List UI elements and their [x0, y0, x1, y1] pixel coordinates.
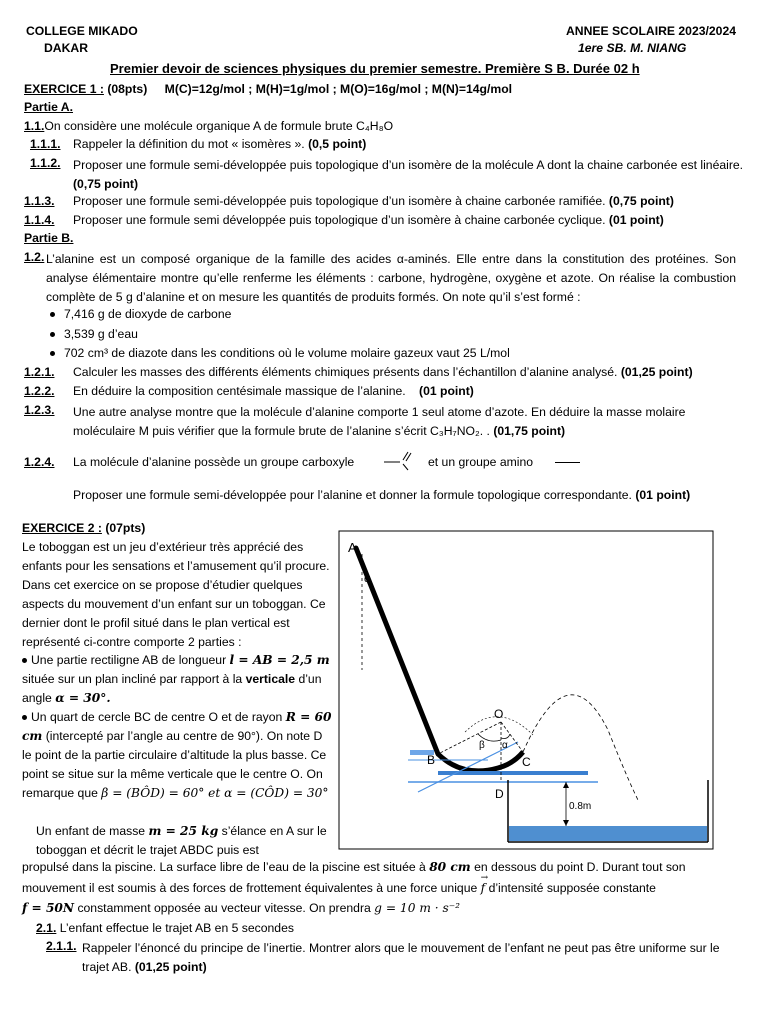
q1-2-2	[73, 384, 474, 399]
dimension-arrow-bottom-icon	[563, 820, 569, 826]
q1-2-4-text3: Proposer une formule semi-développée pour l’alanine et donner la formule topologique correspondante.	[73, 488, 632, 502]
q1-2-3-num: 1.2.3.	[24, 403, 55, 417]
label-alpha-O: α	[502, 740, 508, 751]
q1-2-1-num: 1.2.1.	[24, 365, 55, 379]
ex2-b1-math: l = AB = 2,5 m	[229, 653, 330, 667]
q2-1-text: L’enfant effectue le trajet AB en 5 secondes	[59, 921, 294, 935]
ex2-p2-b: en dessous du point D. Durant tout son	[474, 860, 686, 874]
q1-1-2-pts: (0,75 point)	[73, 177, 139, 191]
ex2-b1-b: située sur un plan incliné par rapport à la	[22, 672, 243, 686]
ex2-label: EXERCICE 2 :	[22, 521, 102, 535]
q1-2-3	[73, 403, 741, 441]
partA-heading: Partie A.	[24, 100, 73, 114]
ex2-p1-a: Un enfant de masse	[36, 824, 146, 838]
blue-bar-2	[438, 771, 588, 775]
q1-2-text: L’alanine est un composé organique de la famille des acides α-aminés. Elle entre dans la constitution des protéines. Son analyse élémentaire montre qu’elle renferme les éléments : carbone, hydrogène, oxygène et azote. On réalise la combustion complète de 5 g d’alanine et on mesure les quantités de produits formés. On note qu’il s’est formé :	[46, 252, 736, 304]
dimension-arrow-top-icon	[563, 782, 569, 788]
ex2-p4-g: g = 10 m · s⁻²	[374, 901, 461, 915]
school-name: COLLEGE MIKADO	[26, 24, 138, 38]
carboxyl-group-drawing	[382, 450, 422, 472]
q1-2-num: 1.2.	[24, 250, 45, 264]
bullet-3	[50, 346, 510, 361]
q1-1-4-text: Proposer une formule semi développée puis topologique d’un isomère à chaine carbonée cyclique.	[73, 213, 606, 227]
ex2-bullet-2	[22, 708, 332, 803]
q1-2-1-pts: (01,25 point)	[620, 365, 693, 379]
q1-1-3-text: Proposer une formule semi-développée puis topologique d’un isomère à chaine carbonée ramifiée.	[73, 194, 606, 208]
ex2-b1-angle: α = 30°.	[55, 691, 111, 705]
radius-ob	[438, 722, 501, 754]
q1-2-1-text: Calculer les masses des différents éléments chimiques présents dans l’échantillon d’alanine analysé.	[73, 365, 618, 379]
ex2-p4-math: f = 50N	[22, 901, 75, 915]
ex2-p1-b: s’élance en A sur le toboggan et décrit le trajet ABDC puis est	[36, 824, 327, 857]
partB-heading: Partie B.	[24, 231, 74, 245]
pool-water	[509, 826, 707, 841]
label-D: D	[495, 787, 504, 801]
q1-2-4-num: 1.2.4.	[24, 455, 55, 469]
ex2-p3-f: f	[480, 881, 486, 895]
q1-2-4-b	[73, 488, 690, 503]
q2-1-1-text: Rappeler l’énoncé du principe de l’inertie. Montrer alors que le mouvement de l’enfant ne peut pas être uniforme sur le trajet AB.	[82, 941, 720, 974]
ex1-masses: M(C)=12g/mol ; M(H)=1g/mol ; M(O)=16g/mol ; M(N)=14g/mol	[164, 82, 513, 96]
vector-arrow-icon: →	[480, 873, 489, 883]
label-beta: β	[479, 740, 485, 751]
q1-1-2-num: 1.1.2.	[30, 156, 61, 170]
ex2-para-3	[22, 873, 656, 896]
q1-1-4-num: 1.1.4.	[24, 213, 55, 227]
bullet-2	[50, 327, 138, 342]
q1-2-2-pts: (01 point)	[419, 384, 474, 398]
bullet-1	[50, 307, 231, 322]
q1-2-2-num: 1.2.2.	[24, 384, 55, 398]
q1-1-num: 1.1.	[24, 119, 45, 133]
label-height: 0.8m	[569, 801, 592, 812]
q1-2-4-pts: (01 point)	[635, 488, 691, 502]
ex2-b2-angles: β = (BÔD) = 60° et α = (CÔD) = 30°	[101, 786, 329, 800]
q2-1-1-num: 2.1.1.	[46, 939, 77, 953]
ex1-label: EXERCICE 1 :	[24, 82, 104, 96]
slide-bdc	[438, 752, 523, 771]
q1-1-1-text: Rappeler la définition du mot « isomères ».	[73, 137, 305, 151]
ex2-p1-math: m = 25 kg	[148, 824, 219, 838]
label-C: C	[522, 755, 531, 769]
q1-1-1	[73, 137, 366, 152]
q1-1-3	[73, 194, 674, 209]
label-A: A	[348, 540, 357, 555]
ex2-b1-d: d’un angle	[22, 672, 322, 705]
ex1-heading	[24, 82, 512, 97]
label-O: O	[494, 707, 504, 721]
ex2-para-1	[36, 822, 332, 860]
bullet-2-text: 3,539 g d’eau	[64, 327, 138, 341]
ex2-b2-b: (intercepté par l’angle au centre de 90°). On note D le point de la partie circulaire d’altitude la plus basse. Ce point se situe sur la même verticale que le centre O. On remarque que	[22, 729, 327, 800]
q1-1-1-num: 1.1.1.	[30, 137, 61, 151]
ex2-p2-text: propulsé dans la piscine. La surface libre de l’eau de la piscine est située à	[22, 860, 426, 874]
trajectory-dashed	[523, 695, 638, 800]
q1-1-3-pts: (0,75 point)	[608, 194, 674, 208]
q1-1	[24, 119, 393, 134]
q1-1-4-pts: (01 point)	[608, 213, 664, 227]
alpha-arc	[501, 734, 510, 739]
ex2-intro: Le toboggan est un jeu d’extérieur très apprécié des enfants pour les sensations et l’amusement qu’il procure. Dans cet exercice on se propose d’étudier quelques aspects du mouvement d’un enfant sur un toboggan. Ce dernier dont le profil situé dans le plan vertical est représenté ci-contre comporte 2 parties :	[22, 540, 330, 649]
q1-2-2-text: En déduire la composition centésimale massique de l’alanine.	[73, 384, 406, 398]
q2-1-num: 2.1.	[36, 921, 57, 935]
q1-2-3-pts: (01,75 point)	[493, 424, 566, 438]
bullet-3-text: 702 cm³ de diazote dans les conditions où le volume molaire gazeux vaut 25 L/mol	[64, 346, 510, 360]
label-alpha-A: α	[364, 573, 371, 585]
ex2-b1-a: Une partie rectiligne AB de longueur	[31, 653, 227, 667]
ex2-bullet-1	[22, 651, 332, 708]
ex2-points: (07pts)	[105, 521, 146, 535]
q2-1	[36, 921, 294, 936]
ex2-p3-b: d’intensité supposée constante	[488, 881, 656, 895]
page-title: Premier devoir de sciences physiques du premier semestre. Première S B. Durée 02 h	[110, 61, 640, 76]
label-B: B	[427, 753, 436, 767]
amino-group-line	[555, 462, 580, 463]
ex2-b2-a: Un quart de cercle BC de centre O et de rayon	[31, 710, 283, 724]
q1-2-4-text2: et un groupe amino	[428, 455, 534, 469]
force-f-vector	[480, 873, 489, 895]
q2-1-1-pts: (01,25 point)	[134, 960, 207, 974]
q1-2-4-text1: La molécule d’alanine possède un groupe carboxyle	[73, 455, 355, 469]
ex2-b2-math: R = 60 cm	[22, 710, 332, 743]
q2-1-1	[82, 939, 746, 977]
ex1-points: (08pts)	[107, 82, 148, 96]
school-city: DAKAR	[44, 41, 89, 55]
q1-2-3-text: Une autre analyse montre que la molécule d’alanine comporte 1 seul atome d’azote. En déduire la masse molaire moléculaire M puis vérifier que la formule brute de l’alanine s’écrit C₃H₇NO₂. .	[73, 405, 686, 438]
ex2-para-2	[22, 860, 686, 875]
q1-1-1-pts: (0,5 point)	[308, 137, 367, 151]
bullet-1-text: 7,416 g de dioxyde de carbone	[64, 307, 232, 321]
ex2-p2-math: 80 cm	[429, 860, 471, 874]
q1-2-1	[73, 365, 693, 380]
toboggan-figure	[338, 530, 714, 850]
q1-1-2-text: Proposer une formule semi-développée puis topologique d’un isomère de la molécule A dont la chaine carbonée est linéaire.	[73, 158, 744, 172]
ex2-p3-text: mouvement il est soumis à des forces de frottement équivalentes à une force unique	[22, 881, 478, 895]
ex2-para-4	[22, 901, 460, 916]
ex2-heading	[22, 521, 145, 536]
q1-1-2	[73, 156, 745, 194]
figure-frame	[339, 531, 713, 849]
q1-1-4	[73, 213, 664, 228]
q1-1-text: On considère une molécule organique A de formule brute C₄H₈O	[44, 119, 394, 133]
q1-2-block	[24, 250, 736, 307]
class-teacher: 1ere SB. M. NIANG	[578, 41, 687, 55]
ex2-b1-c: verticale	[245, 672, 296, 686]
ex2-p4-text: constamment opposée au vecteur vitesse. On prendra	[77, 901, 371, 915]
q1-1-3-num: 1.1.3.	[24, 194, 55, 208]
school-year: ANNEE SCOLAIRE 2023/2024	[566, 24, 737, 38]
